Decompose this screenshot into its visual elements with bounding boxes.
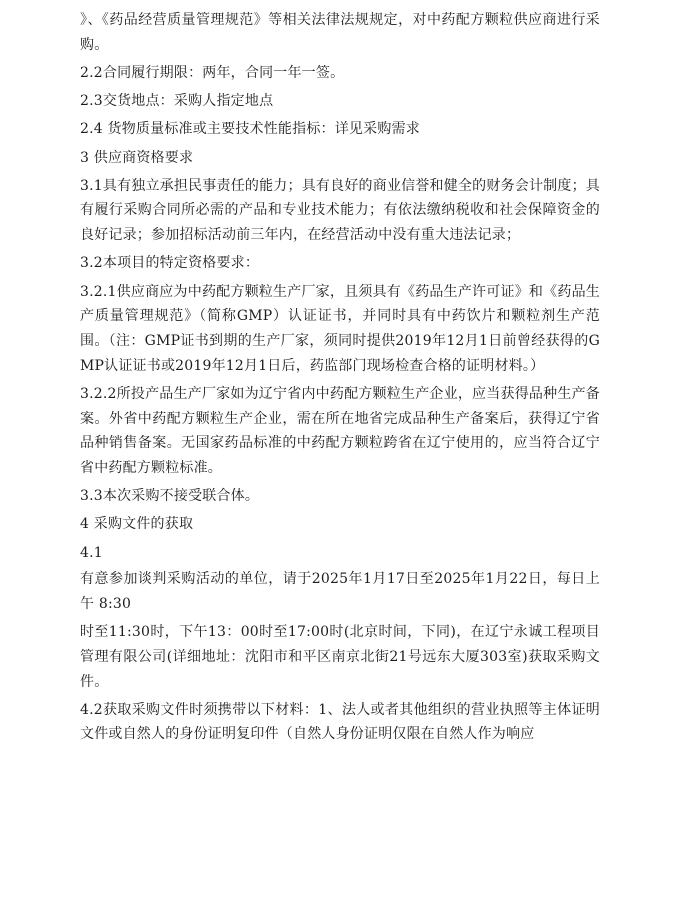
paragraph-quality-standard: 2.4 货物质量标准或主要技术性能指标：详见采购需求 [80,121,420,138]
paragraph-filing-requirement: 3.2.2所投产品生产厂家如为辽宁省内中药配方颗粒生产企业，应当获得品种生产备案。外省中药配方颗粒生产企业，需在所在地省完成品种生产备案后，获得辽宁省品种销售备案。无国家药品标准的中药配方颗粒跨省在辽宁使用的，应当符合辽宁省中药配方颗粒标准。 [80,385,600,476]
section-heading-document-acquisition: 4 采购文件的获取 [80,516,194,533]
paragraph-manufacturer-requirement: 3.2.1供应商应为中药配方颗粒生产厂家，且须具有《药品生产许可证》和《药品生产质量管理规范》（简称GMP）认证证书，并同时具有中药饮片和颗粒剂生产范围。（注：GMP证书到期的生产厂家，须同时提供2019年12月1日前曾经获得的GMP认证证书或2019年12月1日后，药监部门现场检查合格的证明材料。） [80,283,600,374]
paragraph-item-4-1: 4.1 [80,544,103,561]
paragraph-general-qualification: 3.1具有独立承担民事责任的能力；具有良好的商业信誉和健全的财务会计制度；具有履行采购合同所必需的产品和专业技术能力；有依法缴纳税收和社会保障资金的良好记录；参加招标活动前三年内，在经营活动中没有重大违法记录； [80,177,600,244]
section-heading-supplier-qualification: 3 供应商资格要求 [80,149,194,166]
paragraph-contract-term: 2.2合同履行期限：两年，合同一年一签。 [80,64,345,81]
paragraph-required-materials: 4.2获取采购文件时须携带以下材料：1、法人或者其他组织的营业执照等主体证明文件或自然人的身份证明复印件（自然人身份证明仅限在自然人作为响应 [80,701,600,743]
document-body [80,8,600,751]
paragraph-specific-qualification-heading: 3.2本项目的特定资格要求： [80,255,260,272]
paragraph-no-consortium: 3.3本次采购不接受联合体。 [80,488,260,505]
paragraph-acquisition-dates: 有意参加谈判采购活动的单位，请于2025年1月17日至2025年1月22日，每日上午 8:30 [80,571,600,612]
paragraph-acquisition-location: 时至11:30时，下午13：00时至17:00时(北京时间，下同)，在辽宁永诚工程项目管理有限公司(详细地址：沈阳市和平区南京北街21号远东大厦303室)获取采购文件。 [80,624,600,690]
paragraph-regulation-basis: 》、《药品经营质量管理规范》等相关法律法规规定，对中药配方颗粒供应商进行采购。 [80,12,600,53]
paragraph-delivery-location: 2.3交货地点：采购人指定地点 [80,93,274,110]
